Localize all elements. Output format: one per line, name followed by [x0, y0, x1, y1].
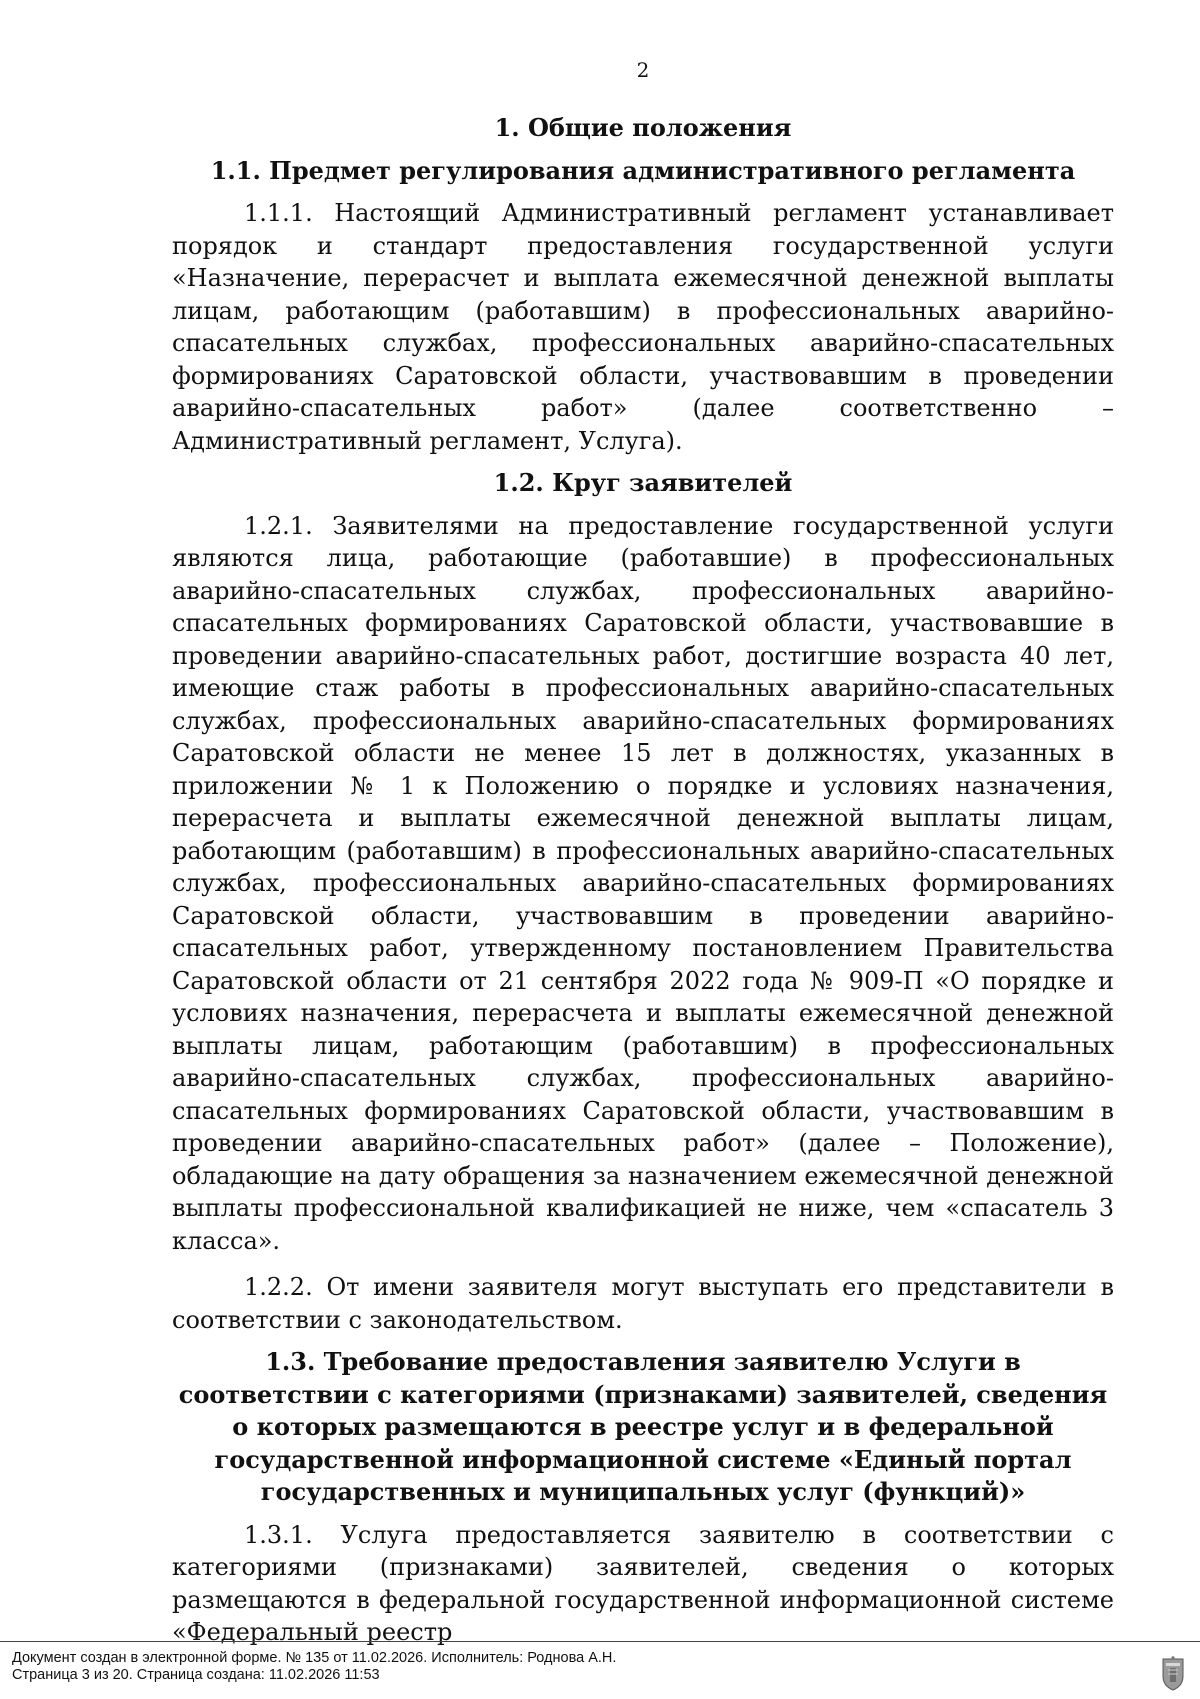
coat-of-arms-icon [1160, 1656, 1186, 1692]
section-1-1-heading: 1.1. Предмет регулирования административного регламента [210, 155, 1076, 185]
section-1-heading: 1. Общие положения [494, 113, 792, 142]
footer-document-info: Документ создан в электронной форме. № 135 от 11.02.2026. Исполнитель: Роднова А.Н. [12, 1650, 617, 1666]
section-1-3-heading: 1.3. Требование предоставления заявителю Услуги в соответствии с категориями (признаками) заявителей, сведения о которых размещаются в реестре услуг и в федеральной государственной информационной системе «Единый портал государственных и муниципальных услуг (функций)» [178, 1347, 1108, 1506]
document-body [172, 112, 1114, 1649]
paragraph-1-2-1: 1.2.1. Заявителями на предоставление государственной услуги являются лица, работающие (работавшие) в профессиональных аварийно-спасательных службах, профессиональных аварийно-спасательных формированиях Саратовской области, участвовавшие в проведении аварийно-спасательных работ, достигшие возраста 40 лет, имеющие стаж работы в профессиональных аварийно-спасательных службах, профессиональных аварийно-спасательных формированиях Саратовской области не менее 15 лет в должностях, указанных в приложении № 1 к Положению о порядке и условиях назначения, перерасчета и выплаты ежемесячной денежной выплаты лицам, работающим (работавшим) в профессиональных аварийно-спасательных службах, профессиональных аварийно-спасательных формированиях Саратовской области, участвовавшим в проведении аварийно-спасательных работ, утвержденному постановлением Правительства Саратовской области от 21 сентября 2022 года № 909-П «О порядке и условиях назначения, перерасчета и выплаты ежемесячной денежной выплаты лицам, работающим (работавшим) в профессиональных аварийно-спасательных службах, профессиональных аварийно-спасательных формированиях Саратовской области, участвовавшим в проведении аварийно-спасательных работ» (далее – Положение), обладающие на дату обращения за назначением ежемесячной денежной выплаты профессиональной квалификацией не ниже, чем «спасатель 3 класса». [172, 511, 1114, 1255]
document-footer [0, 1641, 1200, 1699]
paragraph-1-3-1: 1.3.1. Услуга предоставляется заявителю в соответствии с категориями (признаками) заявителей, сведения о которых размещаются в федеральной государственной информационной системе «Федеральный реестр [172, 1520, 1114, 1646]
page-number: 2 [636, 58, 650, 82]
section-1-2-heading: 1.2. Круг заявителей [493, 468, 793, 497]
paragraph-1-2-2: 1.2.2. От имени заявителя могут выступать его представители в соответствии с законодательством. [172, 1273, 1114, 1334]
paragraph-1-1-1: 1.1.1. Настоящий Административный регламент устанавливает порядок и стандарт предоставления государственной услуги «Назначение, перерасчет и выплата ежемесячной денежной выплаты лицам, работающим (работавшим) в профессиональных аварийно-спасательных службах, профессиональных аварийно-спасательных формированиях Саратовской области, участвовавшим в проведении аварийно-спасательных работ» (далее соответственно – Административный регламент, Услуга). [172, 199, 1114, 455]
footer-page-info: Страница 3 из 20. Страница создана: 11.02.2026 11:53 [12, 1667, 380, 1683]
footer-text [12, 1650, 616, 1684]
